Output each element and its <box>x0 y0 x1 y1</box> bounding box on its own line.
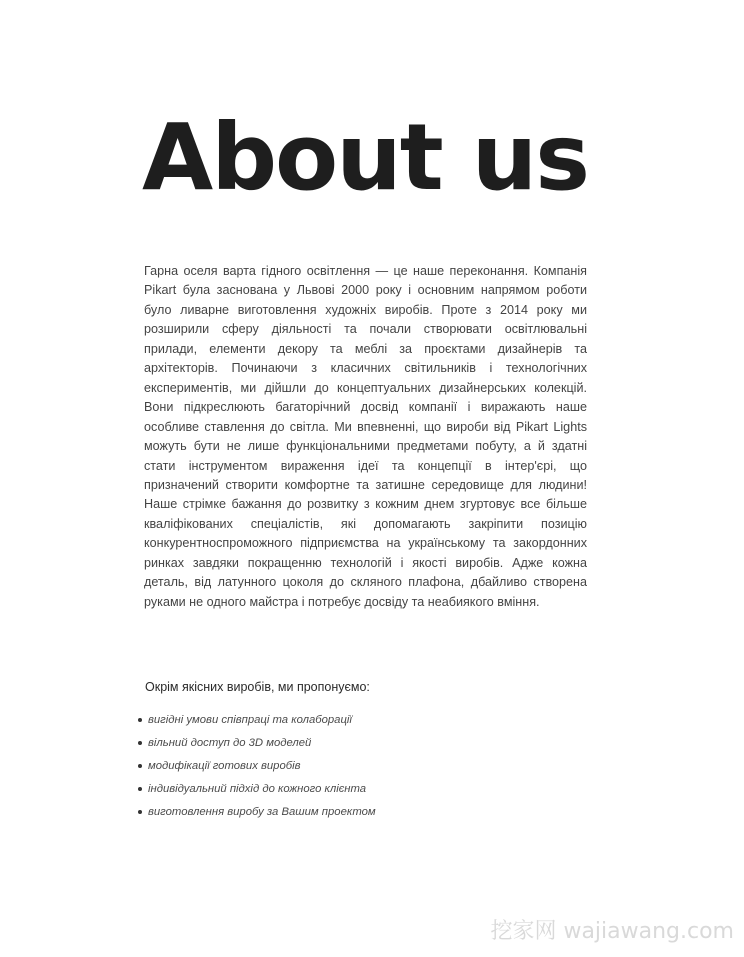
list-item-text: модифікації готових виробів <box>148 759 301 772</box>
bullet-icon <box>138 764 142 768</box>
watermark: 挖家网 wajiawang.com <box>490 919 734 944</box>
bullet-icon <box>138 810 142 814</box>
list-item <box>138 754 558 777</box>
list-item-text: вільний доступ до 3D моделей <box>148 736 312 749</box>
list-item-text: індивідуальний підхід до кожного клієнта <box>148 782 367 795</box>
bullet-icon <box>138 787 142 791</box>
offers-section <box>138 678 558 823</box>
list-item <box>138 777 558 800</box>
list-item-text: вигідні умови співпраці та колаборації <box>148 713 352 726</box>
offers-list <box>138 708 558 823</box>
list-item <box>138 708 558 731</box>
list-item <box>138 800 558 823</box>
list-item-text: виготовлення виробу за Вашим проектом <box>148 805 376 818</box>
bullet-icon <box>138 741 142 745</box>
bullet-icon <box>138 718 142 722</box>
list-item <box>138 731 558 754</box>
offers-heading: Окрім якісних виробів, ми пропонуємо: <box>145 680 370 694</box>
intro-paragraph: Гарна оселя варта гідного освітлення — це наше переконання. Компанія Pikart була заснована у Львові 2000 року і основним напрямом роботи було ливарне виготовлення художніх виробів. Проте з 2014 року ми розширили сферу діяльності та почали створювати освітлювальні прилади, елементи декору та меблі за проєктами дизайнерів та архітекторів. Починаючи з класичних світильників і технологічних експериментів, ми дійшли до концептуальних дизайнерських колекцій. Вони підкреслюють багаторічний досвід компанії і виражають наше особливе ставлення до світла. Ми впевненні, що вироби від Pikart Lights можуть бути не лише функціональними предметами побуту, а й здатні стати інструментом вираження ідеї та концепції в інтер'єрі, що призначений створити комфортне та затишне середовище для людини! Наше стрімке бажання до розвитку з кожним днем згуртовує все більше кваліфікованих спеціалістів, які допомагають закріпити позицію конкурентноспроможного підприємства на українському та закордонних ринках завдяки покращенню технологій і якості виробів. Адже кожна деталь, від латунного цоколя до скляного плафона, дбайливо створена руками не одного майстра і потребує досвіду та неабиякого вміння. <box>144 264 587 609</box>
page-title: About us <box>142 104 589 211</box>
